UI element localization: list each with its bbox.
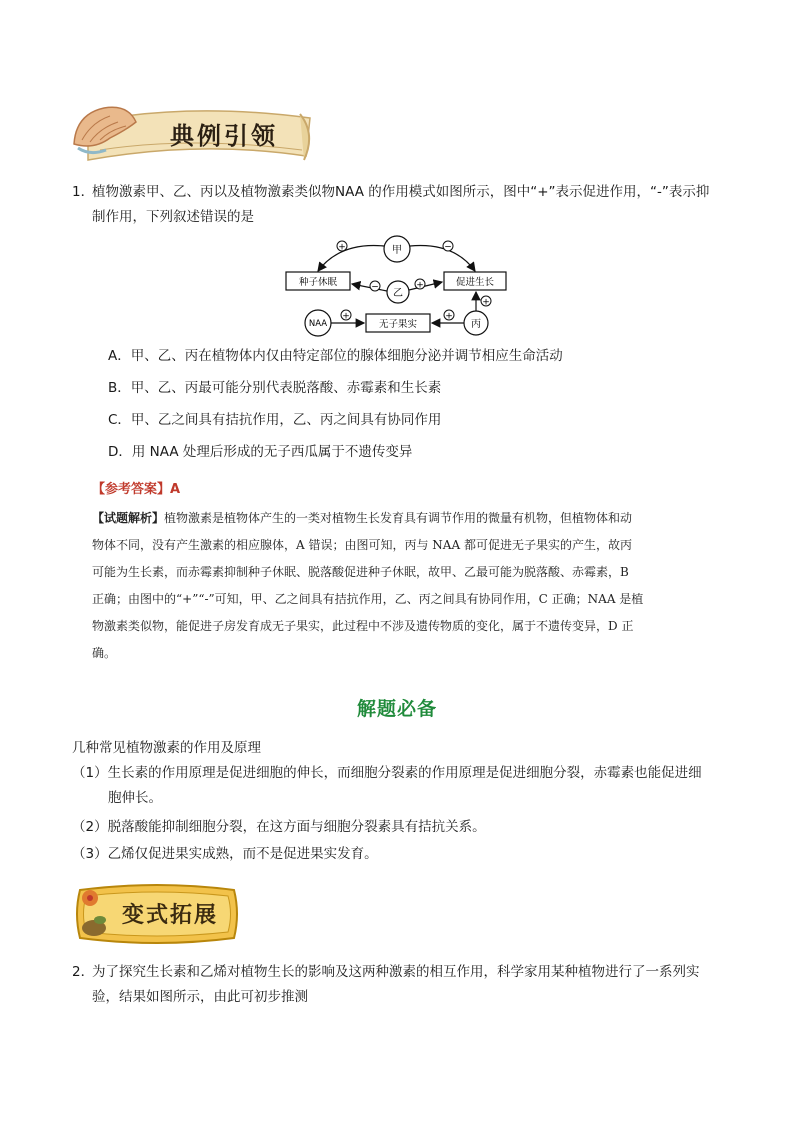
node-bing-label: 丙 <box>471 319 481 330</box>
reference-answer-label: 【参考答案】 <box>92 482 171 497</box>
node-naa-label: NAA <box>308 319 328 329</box>
analysis-line-5: 物激素类似物，能促进子房发育成无子果实，此过程中不涉及遗传物质的变化，属于不遗传变异，D 正 <box>92 619 634 633</box>
section-item-1-line2: 胞伸长。 <box>108 790 162 806</box>
analysis-line-1 <box>92 505 724 533</box>
sign-minus-1: − <box>444 242 452 253</box>
hormone-diagram <box>280 234 512 338</box>
section-item-2: （2）脱落酸能抑制细胞分裂，在这方面与细胞分裂素具有拮抗关系。 <box>72 819 486 835</box>
box-growth-label: 促进生长 <box>455 277 495 288</box>
question-2-stem-line1: 为了探究生长素和乙烯对植物生长的影响及这两种激素的相互作用，科学家用某种植物进行了一系列实 <box>92 964 700 980</box>
option-a: A．甲、乙、丙在植物体内仅由特定部位的腺体细胞分泌并调节相应生命活动 <box>108 348 563 364</box>
reference-answer <box>92 478 180 497</box>
section-title-jieti: 解题必备 <box>356 698 437 720</box>
banner-bianshi-title: 变式拓展 <box>122 902 219 928</box>
node-jia-label: 甲 <box>392 245 402 256</box>
question-1-number: 1． <box>72 184 95 200</box>
flower-icon <box>76 884 116 948</box>
question-1-stem-line1: 植物激素甲、乙、丙以及植物激素类似物NAA 的作用模式如图所示，图中“+”表示促进作用，“-”表示抑 <box>92 184 710 200</box>
analysis-line-4: 正确；由图中的“+”“-”可知，甲、乙之间具有拮抗作用，乙、丙之间具有协同作用，C 正确；NAA 是植 <box>92 592 644 606</box>
banner-bianshi <box>72 880 242 948</box>
option-d: D．用 NAA 处理后形成的无子西瓜属于不遗传变异 <box>108 444 413 460</box>
arrow-yi-dormancy <box>352 284 387 291</box>
arrow-jia-growth <box>410 246 475 271</box>
question-2-number: 2． <box>72 964 95 980</box>
sign-plus-4: + <box>445 311 453 322</box>
box-seedless-label: 无子果实 <box>378 319 418 330</box>
arrow-jia-dormancy <box>318 246 384 271</box>
banner-dianli-title: 典例引领 <box>170 121 278 150</box>
analysis-line-2: 物体不同，没有产生激素的相应腺体，A 错误；由图可知，丙与 NAA 都可促进无子果实的产生，故丙 <box>92 538 632 552</box>
section-item-3: （3）乙烯仅促进果实成熟，而不是促进果实发育。 <box>72 846 378 862</box>
option-b: B．甲、乙、丙最可能分别代表脱落酸、赤霉素和生长素 <box>108 380 442 396</box>
sign-plus-5: + <box>482 297 490 308</box>
question-2-stem-line2: 验，结果如图所示，由此可初步推测 <box>92 989 308 1005</box>
section-heading: 几种常见植物激素的作用及原理 <box>72 740 261 756</box>
sign-plus-3: + <box>342 311 350 322</box>
section-item-1-line1: （1）生长素的作用原理是促进细胞的伸长，而细胞分裂素的作用原理是促进细胞分裂，赤霉素也能促进细 <box>72 765 702 781</box>
sign-minus-2: − <box>371 282 379 293</box>
box-dormancy-label: 种子休眠 <box>298 277 338 288</box>
sign-plus-2: + <box>416 280 424 291</box>
node-yi-label: 乙 <box>393 288 403 299</box>
option-c: C．甲、乙之间具有拮抗作用，乙、丙之间具有协同作用 <box>108 412 442 428</box>
reference-answer-value: A <box>170 482 181 497</box>
sign-plus-1: + <box>338 242 346 253</box>
analysis-line-3: 可能为生长素，而赤霉素抑制种子休眠、脱落酸促进种子休眠，故甲、乙最可能为脱落酸、赤霉素，B <box>92 565 629 579</box>
analysis-text-1: 植物激素是植物体产生的一类对植物生长发育具有调节作用的微量有机物，但植物体和动 <box>164 511 633 525</box>
banner-dianli <box>70 100 320 164</box>
arrow-yi-growth <box>409 282 442 290</box>
conch-shell-icon <box>70 100 140 164</box>
analysis-label: 【试题解析】 <box>92 511 165 525</box>
analysis-line-6: 确。 <box>92 646 117 660</box>
question-1-stem-line2: 制作用，下列叙述错误的是 <box>92 209 254 225</box>
